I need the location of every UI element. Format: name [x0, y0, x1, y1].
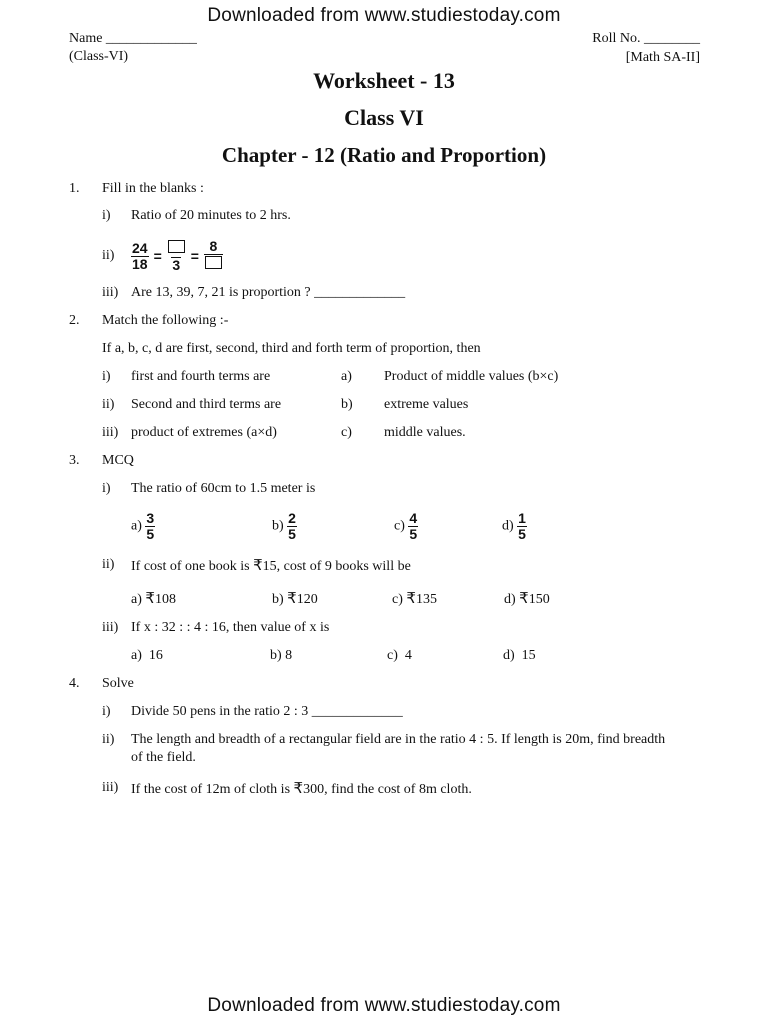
- q2-number: 2.: [69, 313, 80, 328]
- subject-tag: [Math SA-II]: [625, 50, 700, 65]
- q3-i-label: i): [102, 481, 111, 496]
- rupee-icon: ₹: [293, 779, 304, 797]
- q3-ii-option-b[interactable]: b) ₹120: [272, 589, 318, 607]
- q4-number: 4.: [69, 676, 80, 691]
- q2-row-right: middle values.: [384, 425, 466, 440]
- q3-iii-option-d[interactable]: d) 15: [503, 648, 536, 663]
- q1-text: Fill in the blanks :: [102, 181, 204, 196]
- rupee-icon: ₹: [287, 589, 297, 607]
- q2-row-label: i): [102, 369, 111, 384]
- q3-i-option-d[interactable]: d) $\frac{1}{5}$: [502, 510, 526, 542]
- rupee-icon: ₹: [253, 556, 263, 574]
- fraction-24-18: $\frac{24}{18}$: [132, 239, 148, 272]
- q4-ii-line1: The length and breadth of a rectangular field are in the ratio 4 : 5. If length is 20m, find breadth: [131, 732, 666, 747]
- q1-ii-equation: $\frac{24}{18}$ = 3 = 8: [131, 239, 223, 273]
- q3-text: MCQ: [102, 453, 134, 468]
- q2-row-right: extreme values: [384, 397, 469, 412]
- roll-field: Roll No. ________: [592, 31, 700, 46]
- q3-i-text: The ratio of 60cm to 1.5 meter is: [131, 481, 316, 496]
- q2-row-label: iii): [102, 425, 119, 440]
- q1-ii-label: ii): [102, 248, 115, 263]
- q4-iii-label: iii): [102, 780, 119, 795]
- q1-i-label: i): [102, 208, 111, 223]
- q2-row-left: first and fourth terms are: [131, 369, 271, 384]
- q3-ii-label: ii): [102, 557, 115, 572]
- q2-text: Match the following :-: [102, 313, 229, 328]
- q2-row-label: ii): [102, 397, 115, 412]
- q4-i-label: i): [102, 704, 111, 719]
- q1-i-text: Ratio of 20 minutes to 2 hrs.: [131, 208, 291, 223]
- chapter-title: Chapter - 12 (Ratio and Proportion): [221, 143, 547, 167]
- q1-number: 1.: [69, 181, 80, 196]
- worksheet-title: Worksheet - 13: [313, 68, 455, 93]
- rupee-icon: ₹: [519, 589, 529, 607]
- q3-i-option-b[interactable]: b) $\frac{2}{5}$: [272, 510, 296, 542]
- q3-ii-option-d[interactable]: d) ₹150: [504, 589, 550, 607]
- q3-iii-text: If x : 32 : : 4 : 16, then value of x is: [131, 620, 330, 635]
- rupee-icon: ₹: [145, 589, 155, 607]
- rupee-icon: ₹: [406, 589, 416, 607]
- q2-row-left: product of extremes (a×d): [131, 425, 277, 440]
- watermark-top: Downloaded from www.studiestoday.com: [207, 5, 561, 26]
- q2-row-key: b): [341, 397, 353, 412]
- fraction-8-blank: 8: [204, 239, 223, 273]
- q4-i-text: Divide 50 pens in the ratio 2 : 3 _____________: [131, 704, 403, 719]
- q3-iii-option-c[interactable]: c) 4: [387, 648, 412, 663]
- q2-intro: If a, b, c, d are first, second, third and forth term of proportion, then: [102, 341, 481, 356]
- blank-box: [205, 256, 222, 269]
- q3-ii-option-a[interactable]: a) ₹108: [131, 589, 176, 607]
- q3-iii-option-a[interactable]: a) 16: [131, 648, 163, 663]
- q3-iii-label: iii): [102, 620, 119, 635]
- q4-ii-line2: of the field.: [131, 750, 196, 765]
- q3-i-option-c[interactable]: c) $\frac{4}{5}$: [394, 510, 418, 542]
- fraction-blank-3: 3: [167, 239, 186, 273]
- name-field: Name _____________: [69, 31, 197, 46]
- q3-number: 3.: [69, 453, 80, 468]
- q3-ii-option-c[interactable]: c) ₹135: [392, 589, 437, 607]
- q3-ii-text: If cost of one book is ₹15, cost of 9 books will be: [131, 556, 411, 574]
- q1-iii-label: iii): [102, 285, 119, 300]
- q2-row-key: c): [341, 425, 352, 440]
- blank-box: [168, 240, 185, 253]
- class-label: (Class-VI): [69, 49, 129, 64]
- q3-iii-option-b[interactable]: b) 8: [270, 648, 293, 663]
- q2-row-key: a): [341, 369, 352, 384]
- q2-row-left: Second and third terms are: [131, 397, 282, 412]
- watermark-bottom: Downloaded from www.studiestoday.com: [207, 995, 561, 1016]
- class-title: Class VI: [344, 105, 424, 130]
- q4-ii-label: ii): [102, 732, 115, 747]
- q4-text: Solve: [102, 676, 134, 691]
- q4-iii-text: If the cost of 12m of cloth is ₹300, find the cost of 8m cloth.: [131, 779, 472, 797]
- q3-i-option-a[interactable]: a) $\frac{3}{5}$: [131, 510, 155, 542]
- q2-row-right: Product of middle values (b×c): [384, 369, 559, 384]
- q1-iii-text: Are 13, 39, 7, 21 is proportion ? _____________: [131, 285, 406, 300]
